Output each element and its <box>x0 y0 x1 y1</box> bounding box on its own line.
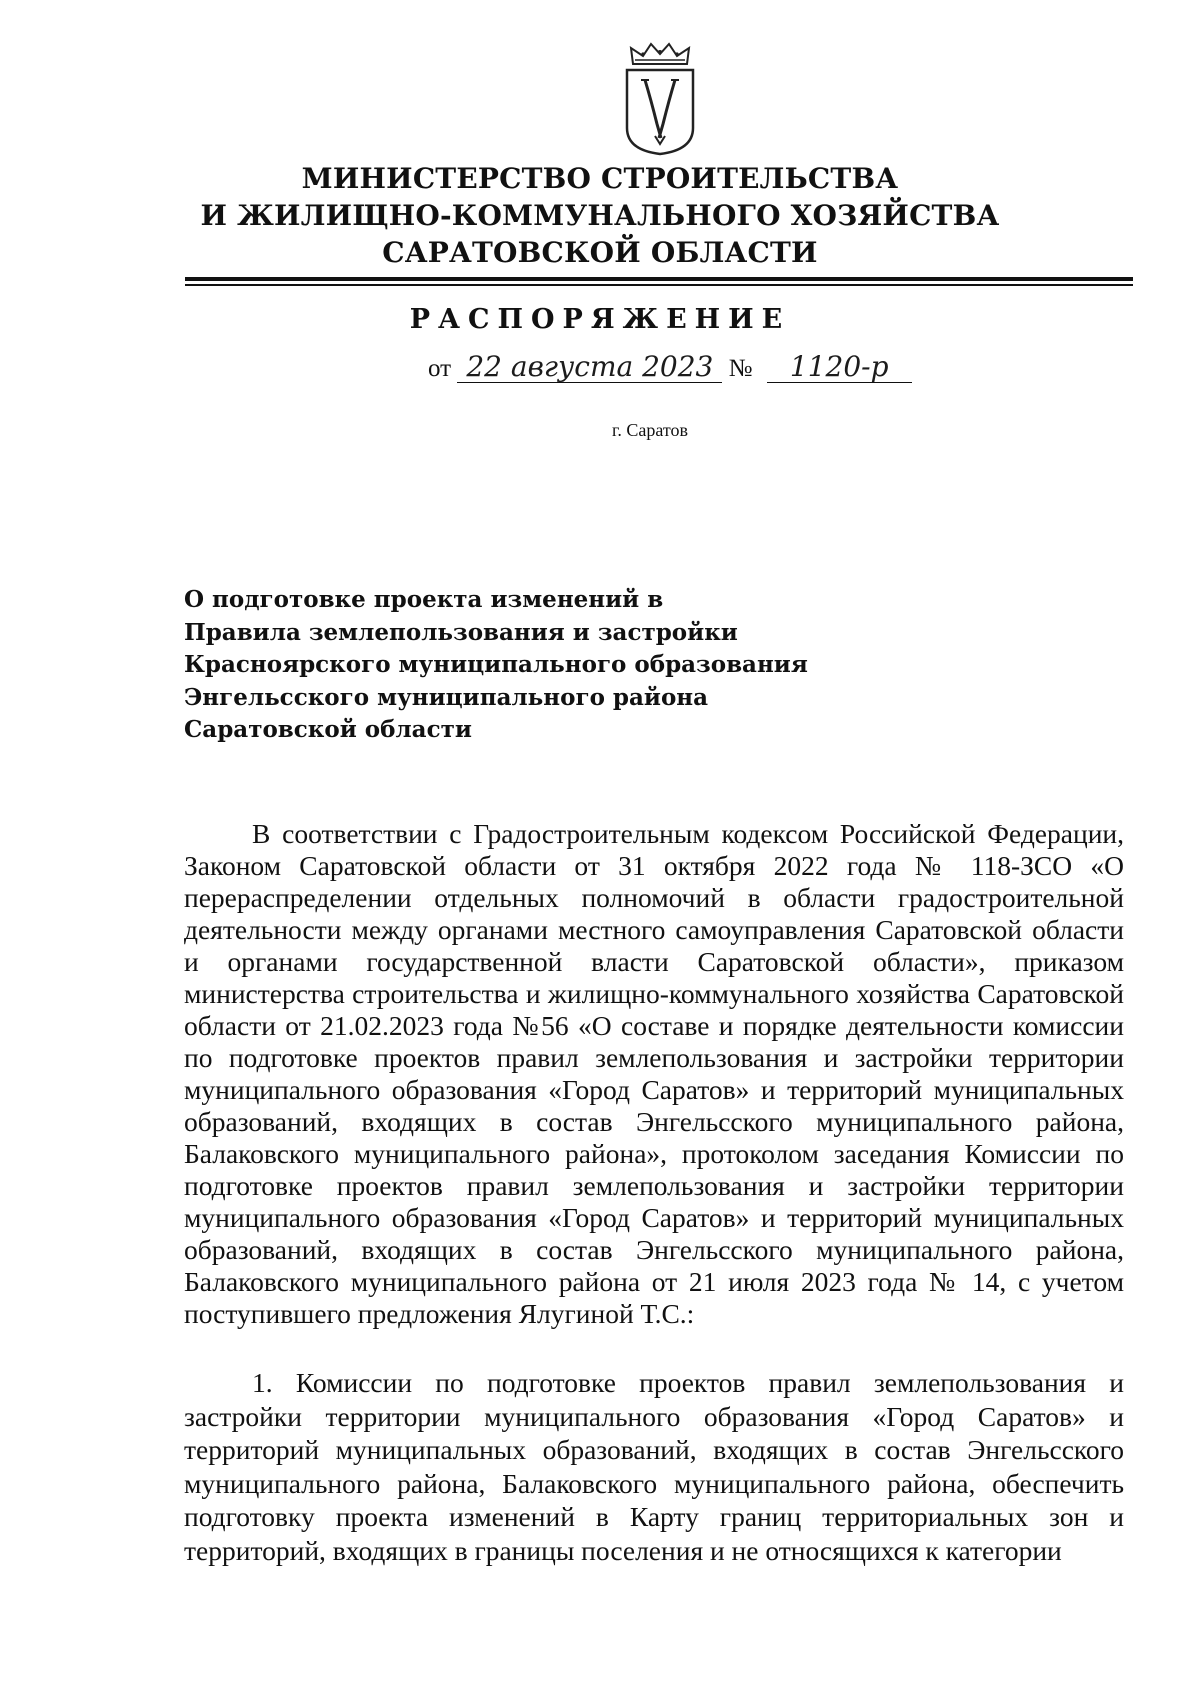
subject-line-1: О подготовке проекта изменений в <box>184 586 664 613</box>
subject-line-2: Правила землепользования и застройки <box>184 618 738 646</box>
document-type-title: РАСПОРЯЖЕНИЕ <box>409 304 791 335</box>
date-prefix: от <box>428 355 452 382</box>
preamble-paragraph: В соответствии с Градостроительным кодексом Российской Федерации, Законом Саратовской области от 31 октября 2022 года № 118-ЗСО «О перераспределении отдельных полномочий в области градостроительной деятельности между органами местного самоуправления Саратовской области и органами государственной власти Саратовской области», приказом министерства строительства и жилищно-коммунального хозяйства Саратовской области от 21.02.2023 года №56 «О составе и порядке деятельности комиссии по подготовке проектов правил землепользования и застройки территории муниципального образования «Город Саратов» и территорий муниципальных образований, входящих в состав Энгельсского муниципального района, Балаковского муниципального района», протоколом заседания Комиссии по подготовке проектов правил землепользования и застройки территории муниципального образования «Город Саратов» и территорий муниципальных образований, входящих в состав Энгельсского муниципального района, Балаковского муниципального района от 21 июля 2023 года № 14, с учетом поступившего предложения Ялугиной Т.С.: <box>184 818 1124 1329</box>
city-label: г. Саратов <box>612 420 688 440</box>
saratov-coat-of-arms-icon <box>621 40 699 156</box>
subject-line-5: Саратовской области <box>184 716 472 743</box>
handwritten-date: 22 августа 2023 <box>457 352 722 383</box>
number-prefix: № <box>728 355 753 382</box>
document-subject <box>184 584 808 747</box>
header-divider-thick <box>185 277 1133 281</box>
date-number-line <box>428 352 912 383</box>
ministry-line-3: САРАТОВСКОЙ ОБЛАСТИ <box>382 236 818 269</box>
ministry-line-2: И ЖИЛИЩНО-КОММУНАЛЬНОГО ХОЗЯЙСТВА <box>200 199 1000 232</box>
handwritten-number: 1120-р <box>767 352 912 383</box>
subject-line-4: Энгельсского муниципального района <box>184 683 709 711</box>
ministry-line-1: МИНИСТЕРСТВО СТРОИТЕЛЬСТВА <box>301 162 899 195</box>
header-divider-thin <box>185 284 1133 286</box>
ministry-name <box>150 160 1050 271</box>
clause-1-paragraph: 1. Комиссии по подготовке проектов правил землепользования и застройки территории муниципального образования «Город Саратов» и территорий муниципальных образований, входящих в состав Энгельсского муниципального района, Балаковского муниципального района, обеспечить подготовку проекта изменений в Карту границ территориальных зон и территорий, входящих в границы поселения и не относящихся к категории <box>184 1367 1124 1566</box>
subject-line-3: Красноярского муниципального образования <box>184 651 808 678</box>
